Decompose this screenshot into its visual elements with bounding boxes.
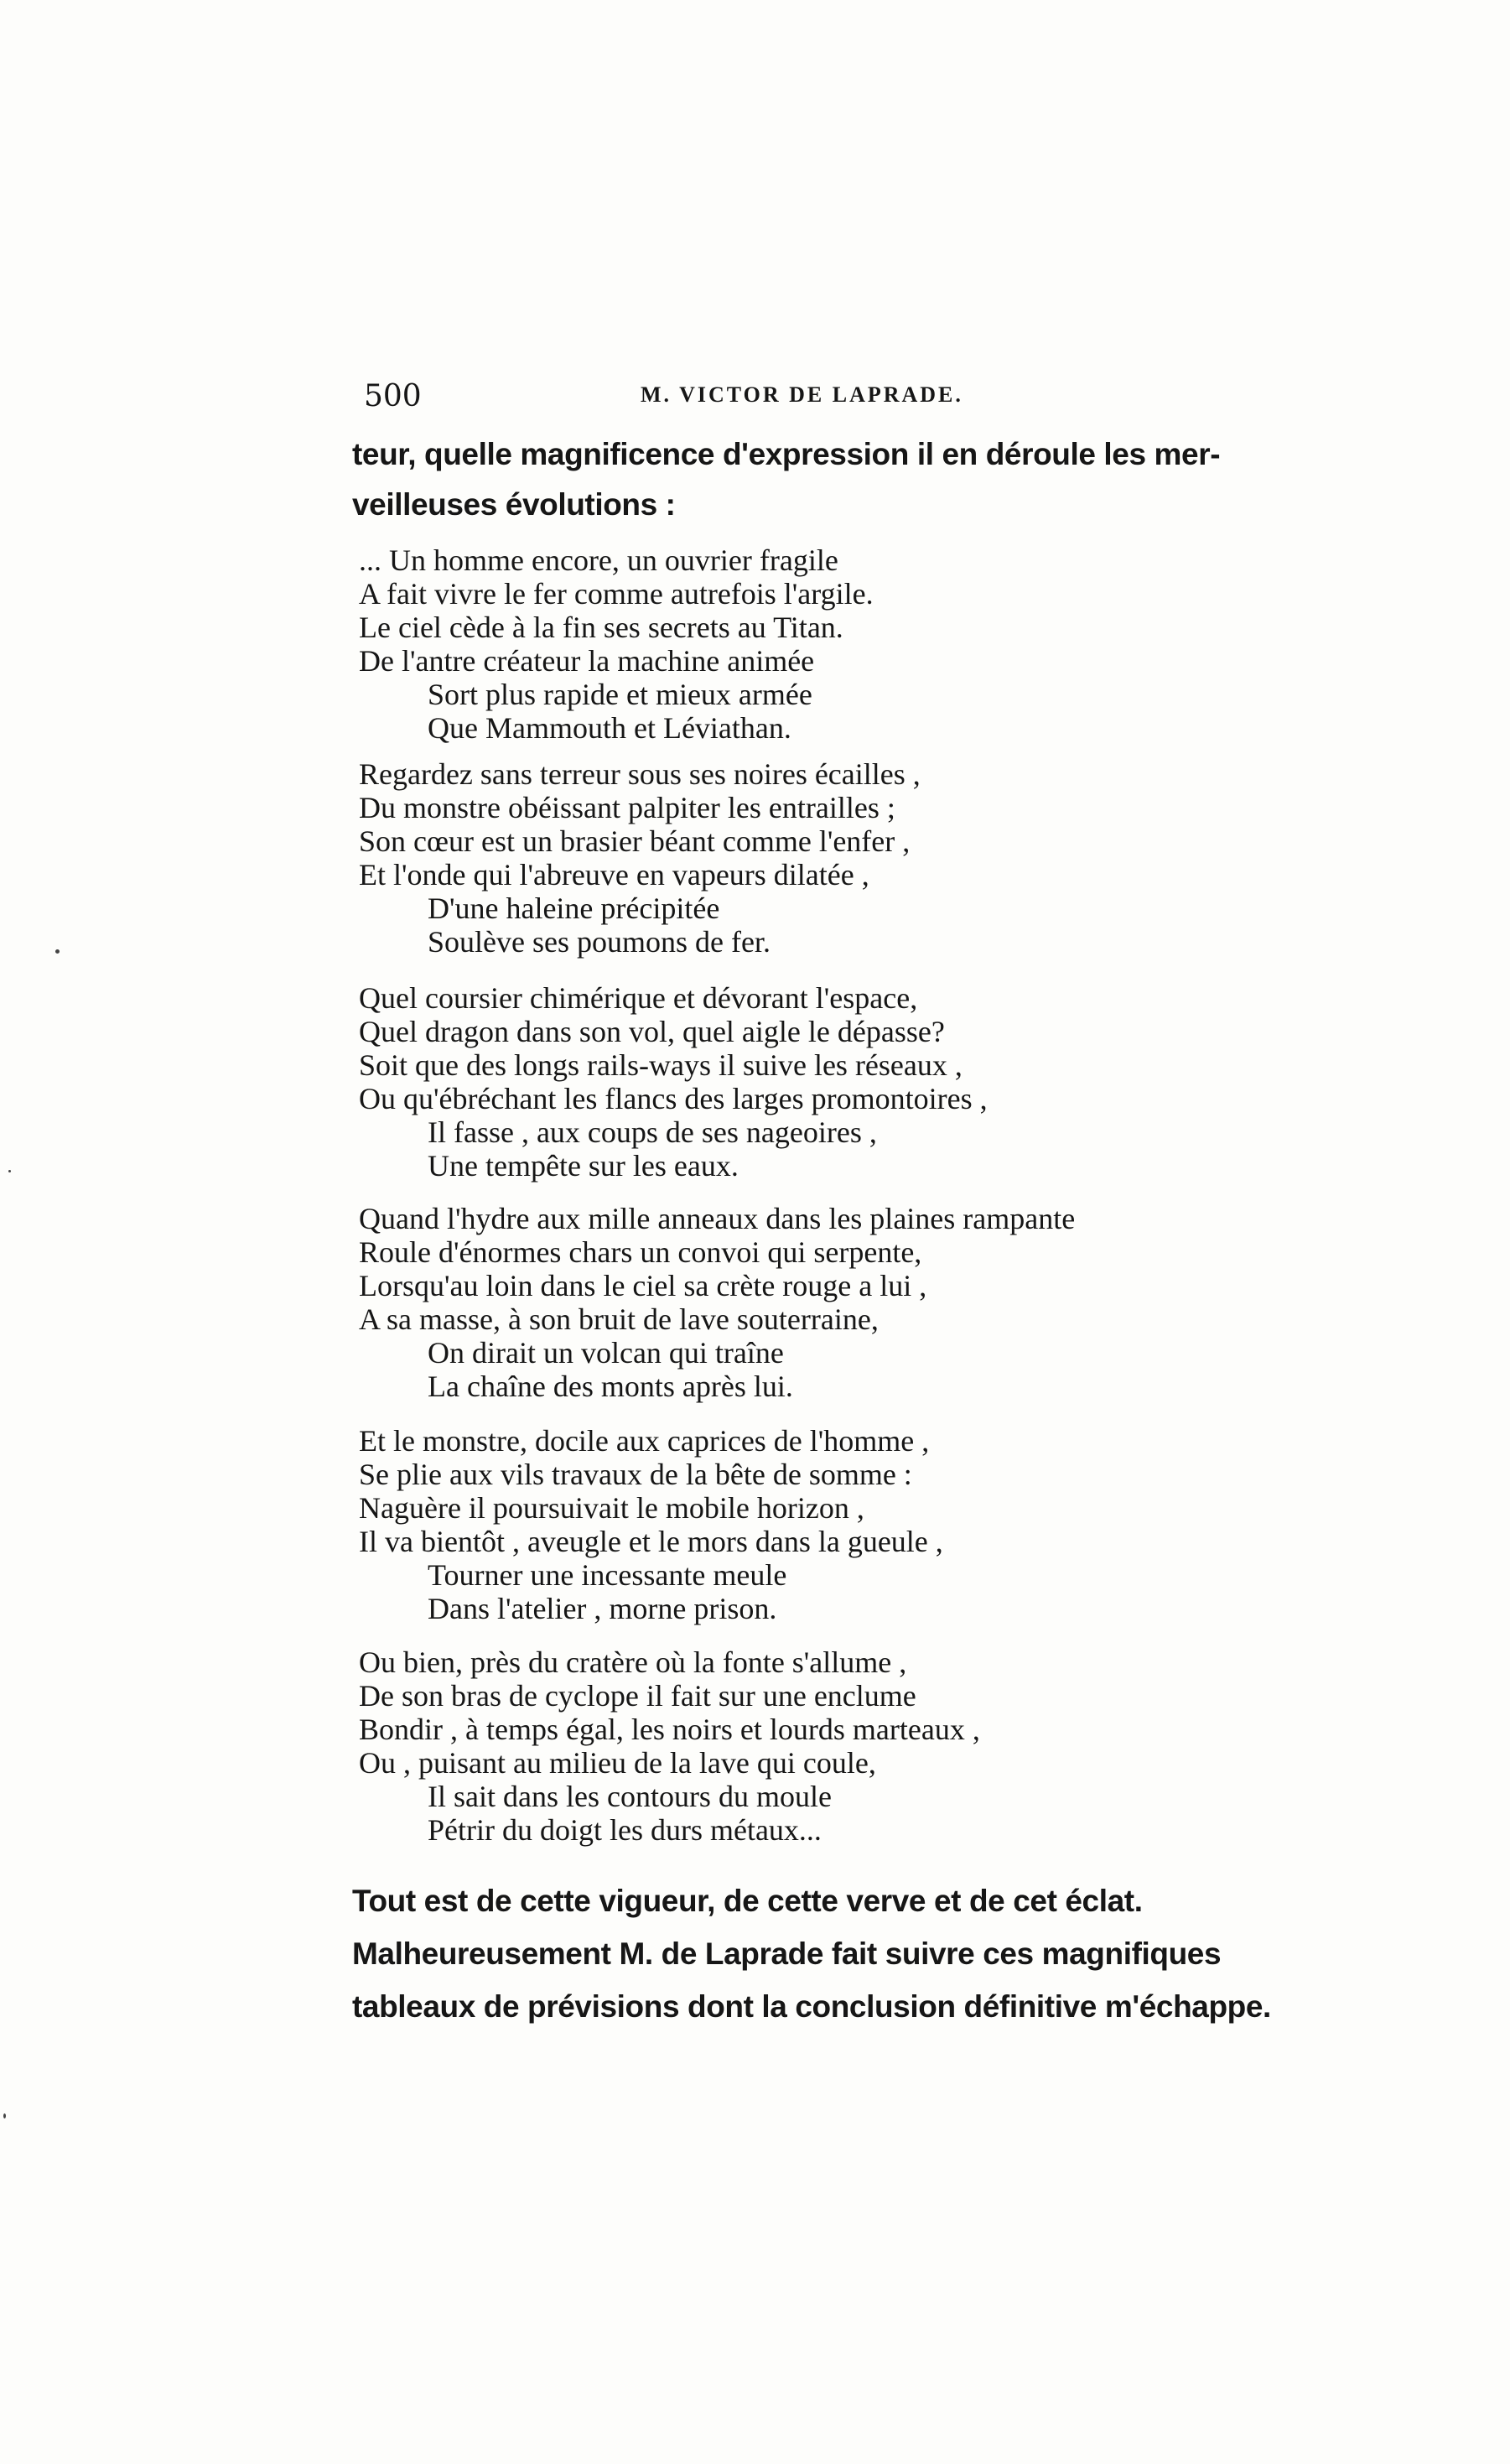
verse-line-indented: Dans l'atelier , morne prison. xyxy=(428,1592,777,1625)
verse-line: Bondir , à temps égal, les noirs et lourds marteaux , xyxy=(359,1713,980,1746)
running-head xyxy=(364,379,1236,421)
verse-line-indented: Tourner une incessante meule xyxy=(428,1558,787,1592)
closing-paragraph xyxy=(352,1874,1274,2033)
verse-line: Du monstre obéissant palpiter les entrailles ; xyxy=(359,791,895,824)
verse-line-indented: D'une haleine précipitée xyxy=(428,892,720,925)
verse-line-indented: Soulève ses poumons de fer. xyxy=(428,925,771,959)
verse-line: A sa masse, à son bruit de lave souterraine, xyxy=(359,1302,879,1336)
intro-paragraph xyxy=(352,429,1274,530)
verse-line: Ou bien, près du cratère où la fonte s'allume , xyxy=(359,1645,907,1679)
intro-line: veilleuses évolutions : xyxy=(352,487,676,522)
verse-line: Et le monstre, docile aux caprices de l'homme , xyxy=(359,1424,930,1458)
verse-line-indented: Sort plus rapide et mieux armée xyxy=(428,678,812,711)
verse-line: Et l'onde qui l'abreuve en vapeurs dilatée , xyxy=(359,858,869,892)
poem-stanza-3 xyxy=(359,981,988,1183)
verse-line: Se plie aux vils travaux de la bête de somme : xyxy=(359,1458,912,1491)
verse-line: De l'antre créateur la machine animée xyxy=(359,644,815,678)
verse-line: A fait vivre le fer comme autrefois l'argile. xyxy=(359,577,874,611)
verse-line: ... Un homme encore, un ouvrier fragile xyxy=(359,543,838,577)
verse-line-indented: Il sait dans les contours du moule xyxy=(428,1780,832,1813)
scan-speck xyxy=(8,1170,11,1172)
verse-line: Quand l'hydre aux mille anneaux dans les plaines rampante xyxy=(359,1202,1076,1235)
verse-line: Ou qu'ébréchant les flancs des larges promontoires , xyxy=(359,1082,988,1115)
verse-line-indented: On dirait un volcan qui traîne xyxy=(428,1336,784,1370)
closing-line: Malheureusement M. de Laprade fait suivre ces magnifiques xyxy=(352,1936,1222,1971)
verse-line: Roule d'énormes chars un convoi qui serpente, xyxy=(359,1235,922,1269)
poem-stanza-4 xyxy=(359,1202,1075,1403)
page-number: 500 xyxy=(364,379,422,413)
verse-line: Ou , puisant au milieu de la lave qui coule, xyxy=(359,1746,876,1780)
verse-line-indented: Que Mammouth et Léviathan. xyxy=(428,711,791,745)
scan-speck xyxy=(3,2113,6,2118)
verse-line-indented: Une tempête sur les eaux. xyxy=(428,1149,739,1183)
intro-line: teur, quelle magnificence d'expression il en déroule les mer- xyxy=(352,437,1221,471)
verse-line: Soit que des longs rails-ways il suive les réseaux , xyxy=(359,1048,963,1082)
verse-line: Quel coursier chimérique et dévorant l'espace, xyxy=(359,981,918,1015)
verse-line-indented: Pétrir du doigt les durs métaux... xyxy=(428,1813,822,1847)
closing-line: tableaux de prévisions dont la conclusion définitive m'échappe. xyxy=(352,1989,1271,2024)
poem-stanza-1 xyxy=(359,543,874,745)
verse-line: Regardez sans terreur sous ses noires écailles , xyxy=(359,757,921,791)
poem-stanza-2 xyxy=(359,757,921,959)
verse-line: De son bras de cyclope il fait sur une enclume xyxy=(359,1679,916,1713)
verse-line-indented: Il fasse , aux coups de ses nageoires , xyxy=(428,1115,877,1149)
poem-stanza-5 xyxy=(359,1424,943,1625)
verse-line: Son cœur est un brasier béant comme l'enfer , xyxy=(359,824,911,858)
scan-speck xyxy=(55,949,60,954)
running-title: M. VICTOR DE LAPRADE. xyxy=(641,382,963,407)
verse-line-indented: La chaîne des monts après lui. xyxy=(428,1370,793,1403)
closing-line: Tout est de cette vigueur, de cette verve et de cet éclat. xyxy=(352,1884,1143,1918)
verse-line: Quel dragon dans son vol, quel aigle le dépasse? xyxy=(359,1015,945,1048)
verse-line: Il va bientôt , aveugle et le mors dans la gueule , xyxy=(359,1525,943,1558)
verse-line: Le ciel cède à la fin ses secrets au Titan. xyxy=(359,611,843,644)
poem-stanza-6 xyxy=(359,1645,980,1847)
verse-line: Lorsqu'au loin dans le ciel sa crète rouge a lui , xyxy=(359,1269,927,1302)
verse-line: Naguère il poursuivait le mobile horizon , xyxy=(359,1491,864,1525)
